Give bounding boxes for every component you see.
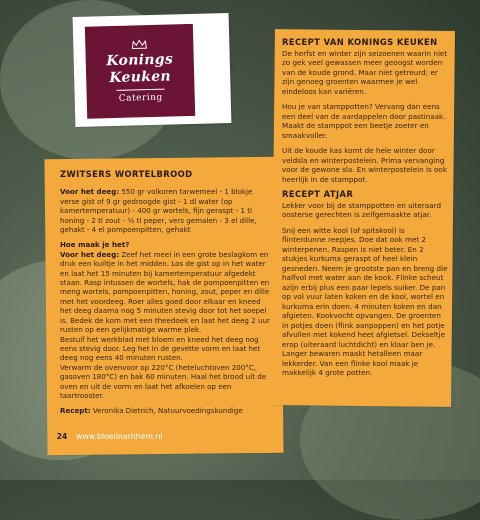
ingredients-paragraph <box>60 187 272 234</box>
recipe-title: ZWITSERS WORTELBROOD <box>60 169 193 179</box>
method-paragraph-2: Bestuif het werkblad met bloem en kneed het deeg nog eens stevig door. Leg het in de gevette vorm en laat het deeg nog eens 40 minuten rusten. <box>60 334 261 363</box>
method-heading: Hoe maak je het? <box>60 240 130 250</box>
method-label: Voor het deeg: <box>60 249 120 259</box>
ingredients-text: 550 gr volkoren tarwemeel - 1 blokje verse gist of 9 gr gedroogde gist - 1 dl water (op kamertemperatuur) - 400 gr wortels, fijn geraspt - 1 tl honing - 2 tl zout - ½ tl peper, vers gemalen - 3 el dille, gehakt - 4 el pompoenpitten, gehakt <box>60 187 257 235</box>
konings-keuken-logo <box>85 24 195 119</box>
logo-line-1: Konings <box>106 51 174 70</box>
credit-label: Recept: <box>60 406 91 416</box>
method-heading-wrap <box>60 240 272 249</box>
atjar-intro: Lekker voor bij de stamppotten en uiteraard oosterse gerechten is zelfgemaakte atjar. <box>282 200 442 219</box>
crown-icon <box>131 39 147 49</box>
credit-text: Veronika Dietrich, Natuurvoedingskundige <box>90 406 243 416</box>
logo-card <box>73 13 232 127</box>
ingredients-label: Voor het deeg: <box>60 187 120 197</box>
method-paragraph <box>60 250 272 335</box>
page-footer <box>54 429 163 443</box>
credit-paragraph <box>60 406 272 415</box>
logo-divider <box>117 89 165 91</box>
right-paragraph-2: Hou je van stamppotten? Vervang dan eens een deel van de aardappelen door pastinaak. Maakt de stamppot een beetje zoeter en smaakvoller. <box>282 102 446 140</box>
left-column <box>60 170 272 422</box>
right-title: RECEPT VAN KONINGS KEUKEN <box>282 37 438 47</box>
method-paragraph-3: Verwarm de ovenvoor op 220°C (heteluchtoven 200°C, gasoven 180°C) en bak 60 minuten. Haal het brood uit de oven en uit de vorm en laat het afkoelen op een taartrooster. <box>60 362 267 400</box>
logo-line-3: Catering <box>118 92 163 104</box>
right-column <box>282 38 448 384</box>
right-paragraph-1: De herfst en winter zijn seizoenen waarin niet zo gek veel gewassen meer geoogst worden van de koude grond. Maar niet getreurd; er zijn genoeg groenten waarmee je wel eindeloos kan variëren. <box>282 48 448 96</box>
website-link[interactable]: www.bloeiinarnhem.nl <box>76 431 163 441</box>
atjar-title: RECEPT ATJAR <box>282 189 354 199</box>
atjar-method: Snij een witte kool (of spitskool) is flinterdunne reepjes. Doe dat ook met 2 winterpenen. Raspen is niet beter. En 2 stukjes kurkuma geraspt of heel klein gesneden. Neem je grootste pan en breng die halfvol met water aan de kook. Flinke scheut azijn erbij plus een paar lepels suiker. De pan op vol vuur laten koken en de kool, wortel en kurkuma erin doen. 4 minuten koken en dan afgieten. Kookvocht opvangen. De groenten in potjes doen (flink aanpoppen) en het potje afvullen met kokend heet afgietsel. Dekseltje erop (uiteraard luchtdicht) en klaar ben je. Langer bewaren maakt hetalleen maar lekkerder. Van een flinke kool maak je makkelijk 4 grote potten. <box>282 225 448 377</box>
right-paragraph-3: Uit de koude kas komt de hele winter door veldsla en winterpostelein. Prima vervanging voor de gewone sla. En winterpostelein is ook heerlijk in de stamppot. <box>282 146 447 184</box>
method-text: Zeef het meel in een grote beslagkom en druk een kuiltje in het midden. Los de gist op in het water en laat het 15 minuten bij kamertemperatuur afgedekt staan. Rasp intussen de wortels, hak de pompoenpitten en meng wortels, pompoenpitten, honing, zout, peper en dille met het voordeeg. Roer alles goed door elkaar en kneed het deeg daarna nog 5 minuten stevig door tot het soepel is. Bedek de kom met een theedoek en laat het deeg 2 uur rusten op een gelijkmatige warme plek. <box>60 249 270 335</box>
page-number: 24 <box>54 429 70 443</box>
logo-line-2: Keuken <box>109 68 172 87</box>
